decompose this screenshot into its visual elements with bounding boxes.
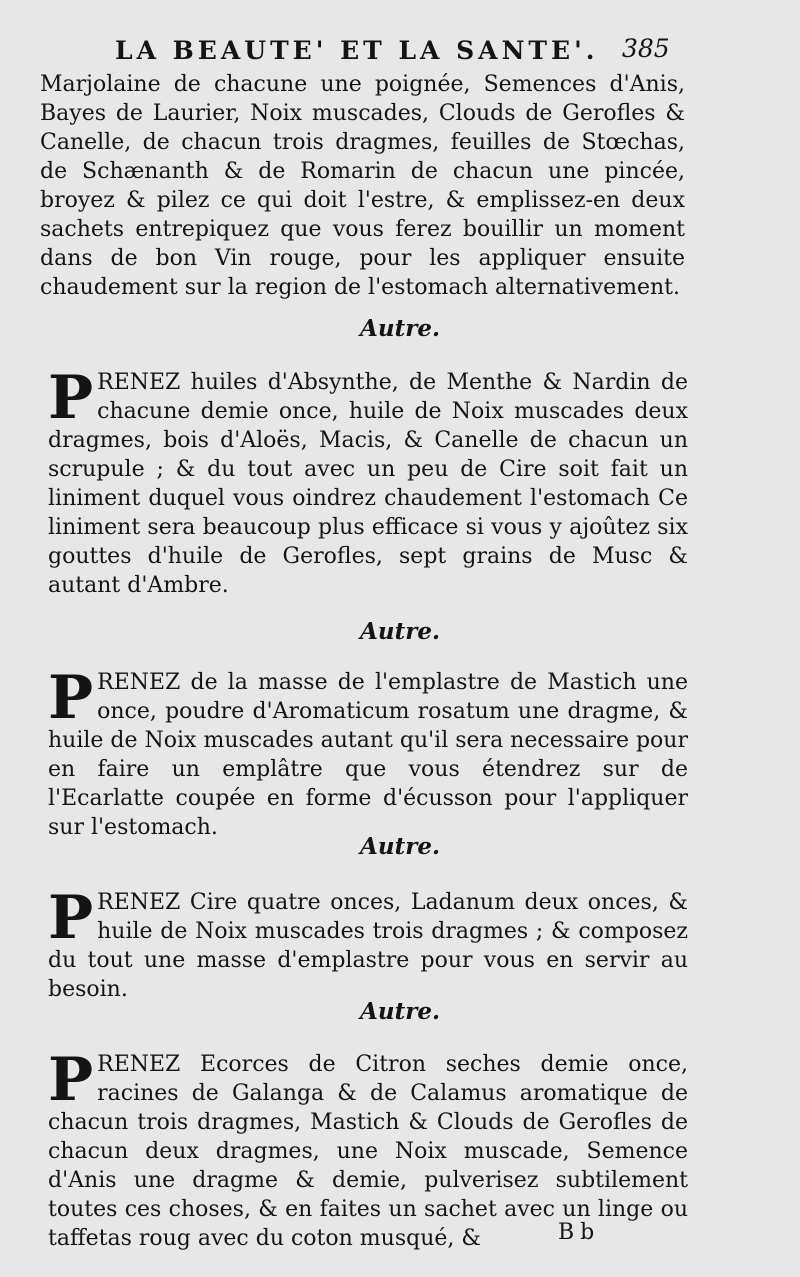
recipe-heading-2: Autre. [360,618,440,645]
recipe-text-1: RENEZ huiles d'Absynthe, de Menthe & Nardin de chacune demie once, huile de Noix muscades deux dragmes, bois d'Aloës, Macis, & Canelle de chacun un scrupule ; & du tout avec un peu de Cire soit fait un liniment duquel vous oindrez chaudement l'estomach Ce liniment sera beaucoup plus efficace si vous y ajoûtez six gouttes d'huile de Gerofles, sept grains de Musc & autant d'Ambre. [48,370,688,598]
recipe-text-3: RENEZ Cire quatre onces, Ladanum deux onces, & huile de Noix muscades trois dragmes ; & composez du tout une masse d'emplastre pour vous en servir au besoin. [48,890,688,1002]
recipe-paragraph-2 [48,663,688,842]
intro-paragraph: Marjolaine de chacune une poignée, Semences d'Anis, Bayes de Laurier, Noix muscades, Clouds de Gerofles & Canelle, de chacun trois dragmes, feuilles de Stœchas, de Schænanth & de Romarin de chacun une pincée, broyez & pilez ce qui doit l'estre, & emplissez-en deux sachets entrepiquez que vous ferez bouillir un moment dans de bon Vin rouge, pour les appliquer ensuite chaudement sur la region de l'estomach alternativement. [40,72,685,300]
signature-mark: Bb [558,1220,601,1245]
recipe-heading-3: Autre. [360,833,440,860]
recipe-text-4: RENEZ Ecorces de Citron seches demie once, racines de Galanga & de Calamus aromatique de chacun trois dragmes, Mastich & Clouds de Gerofles de chacun deux dragmes, une Noix muscade, Semence d'Anis une dragme & demie, pulverisez subtilement toutes ces choses, & en faites un sachet avec un linge ou taffetas roug avec du coton musqué, & [48,1052,688,1251]
dropcap-4: P [48,1045,94,1115]
recipe-paragraph-1 [48,363,688,600]
running-title: LA BEAUTE' ET LA SANTE'. [115,36,599,65]
dropcap-1: P [48,363,94,433]
recipe-text-2: RENEZ de la masse de l'emplastre de Mastich une once, poudre d'Aromaticum rosatum une dragme, & huile de Noix muscades autant qu'il sera necessaire pour en faire un emplâtre que vous étendrez sur de l'Ecarlatte coupée en forme d'écusson pour l'appliquer sur l'estomach. [48,670,688,840]
dropcap-3: P [48,883,94,953]
dropcap-2: P [48,663,94,733]
recipe-heading-1: Autre. [360,315,440,342]
recipe-paragraph-3 [48,883,688,1004]
page-number: 385 [622,34,670,63]
recipe-heading-4: Autre. [360,998,440,1025]
